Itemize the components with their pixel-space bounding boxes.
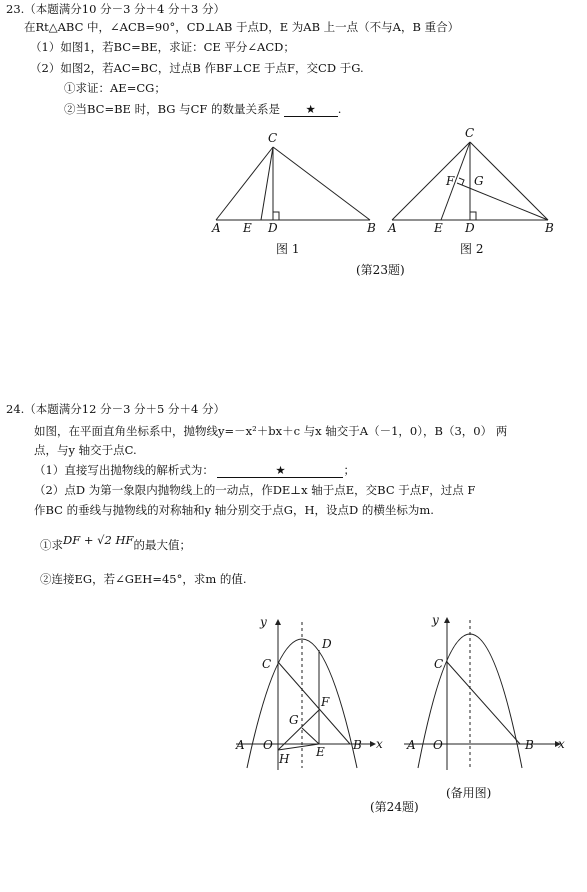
q24-answer-blank: ★ (217, 463, 343, 478)
q23-answer-blank: ★ (284, 102, 338, 117)
q24-fig-label-x: x (376, 737, 383, 751)
q24-figure-backup (404, 618, 560, 770)
q23-part1: （1）如图1，若BC=BE，求证：CE 平分∠ACD； (30, 40, 295, 54)
q24-fig-label-F: F (321, 695, 330, 709)
q24-part2-line2: 作BC 的垂线与抛物线的对称轴和y 轴分别交于点G，H，设点D 的横坐标为m. (34, 503, 434, 517)
q23-part2-1: ①求证：AE=CG； (64, 81, 166, 95)
q23-fig2-label-G: G (474, 174, 484, 188)
q24-backup-label-y: y (432, 613, 439, 627)
q24-backup-label-x: x (558, 737, 565, 751)
q23-fig1-label-E: E (243, 221, 252, 235)
q24-stem-line2: 点，与y 轴交于点C. (34, 443, 137, 457)
q23-fig1-label-A: A (212, 221, 221, 235)
q24-fig-label-H: H (279, 752, 290, 766)
q24-backup-label-O: O (433, 738, 443, 752)
q24-part2-line1: （2）点D 为第一象限内抛物线上的一动点，作DE⊥x 轴于点E，交BC 于点F，过点 F (34, 483, 476, 497)
q23-part2: （2）如图2，若AC=BC，过点B 作BF⊥CE 于点F，交CD 于G. (30, 61, 364, 75)
q23-part2-2-text: ②当BC=BE 时，BG 与CF 的数量关系是 (64, 102, 281, 116)
q23-fig1-label-D: D (268, 221, 278, 235)
q24-backup-label-B: B (525, 738, 534, 752)
q24-fig-label-E: E (316, 745, 325, 759)
q23-fig2-label-C: C (465, 126, 475, 140)
q23-stem: 在Rt△ABC 中，∠ACB=90°，CD⊥AB 于点D，E 为AB 上一点（不与A，B 重合） (24, 20, 460, 34)
q24-fig-label-C: C (262, 657, 272, 671)
q24-fig-label-G: G (289, 713, 299, 727)
q24-figure-caption: (第24题) (370, 800, 419, 814)
q23-fig2-label-F: F (446, 174, 455, 188)
q24-semicolon: ； (343, 463, 355, 477)
q23-fig1-caption: 图 1 (276, 242, 300, 256)
q24-fig-label-y: y (260, 615, 267, 629)
q24-part2-2: ②连接EG，若∠GEH=45°，求m 的值. (40, 572, 247, 586)
q24-fig-label-O: O (263, 738, 273, 752)
q23-fig2-label-D: D (465, 221, 475, 235)
q23-fig1-label-B: B (367, 221, 376, 235)
q23-fig2-caption: 图 2 (460, 242, 484, 256)
q24-fig-label-A: A (236, 738, 245, 752)
q24-part1-text: （1）直接写出抛物线的解析式为： (34, 463, 214, 477)
q24-part2-1-suffix: 的最大值； (133, 538, 191, 552)
q24-expression: DF + √2 HF (63, 533, 134, 547)
q23-fig2-label-B: B (545, 221, 554, 235)
q23-fig2-label-A: A (388, 221, 397, 235)
q24-backup-label-C: C (434, 657, 444, 671)
q24-fig-label-B: B (353, 738, 362, 752)
q24-backup-label-A: A (407, 738, 416, 752)
q23-figure-caption: (第23题) (356, 263, 405, 277)
q24-header: 24.（本题满分12 分－3 分＋5 分＋4 分） (6, 402, 225, 416)
q24-part2-1-prefix: ①求 (40, 538, 63, 552)
q24-stem-line1: 如图，在平面直角坐标系中，抛物线y=－x²＋bx＋c 与x 轴交于A（－1，0），B（3，0） 两 (34, 424, 508, 438)
q24-fig-label-D: D (322, 637, 332, 651)
q24-backup-caption: (备用图) (446, 786, 492, 800)
q23-period: . (337, 102, 342, 116)
q23-fig1-label-C: C (268, 131, 278, 145)
q23-header: 23.（本题满分10 分－3 分＋4 分＋3 分） (6, 2, 225, 16)
q23-fig2-label-E: E (434, 221, 443, 235)
